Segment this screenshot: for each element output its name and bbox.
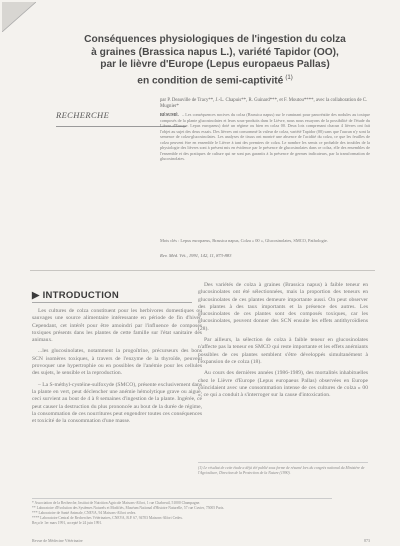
- title-note: (1): [285, 74, 293, 81]
- divider: [30, 270, 375, 271]
- title-line-1: Conséquences physiologiques de l'ingestion du colza: [84, 34, 346, 45]
- paragraph: ...les glucosinolates, notamment la progoïtrine, précurseurs des bons SCN isomères toxiques, à travers de l'enzyme de la thyroïde, peuvent provoquer une hypertrophie ou en possibles de l'anémie pour les cellules des sujets, le sensible et la reproduction.: [32, 348, 202, 377]
- paragraph: Au cours des dernières années (1986-1989), des mortalités inhabituelles chez le Lièvre d'Europe (Lepus europaeus Pallas) observées en Europe coïncidaient avec une consommation intense de ces cultures de colza « 00 », ce qui a conduit à s'interroger sur la cause d'intoxication.: [198, 370, 368, 399]
- triangle-bullet-icon: ▶: [32, 290, 40, 301]
- footnote: *** Laboratoire de Santé Animale, CNEVA, 94 Maisons-Alfort cedex.: [32, 510, 137, 515]
- journal-name: Revue de Médecine Vétérinaire: [32, 538, 83, 543]
- paragraph: Des variétés de colza à graines (Brassica napus) à faible teneur en glucosinolates ont été sélectionnées, mais la proportion des teneurs en glucosinolates de ces plantes demeure importante aussi. On peut observer des plantes à des taux importants et la présence des autres. Les glucosinolates de ces plantes sont des composés toxiques, car les glucosinolates, peuvent donner des SCN ensuite les effets antithyroïdiens (28).: [198, 282, 368, 332]
- intro-rule: [32, 302, 192, 303]
- page-footer: [32, 538, 370, 543]
- left-column: [32, 308, 202, 429]
- footnote: ** Laboratoire d'Évolution des Systèmes Naturels et Modifiés, Muséum National d'Histoire Naturelle, 57 rue Cuvier, 75005 Paris.: [32, 505, 225, 510]
- intro-heading: INTRODUCTION: [42, 290, 119, 301]
- abstract-text: – Les conséquences nocives du colza (Brassica napus) sur le ruminant pour pancréatite des nodules au toxique composés de la plante glucosinolates et leurs sous-produits dans le Lièvre, nous nous essayons de la possibilité de l'étude du Lièvre d'Europe. Lepus europaeus) doté un régime ou bien en colza 00. Deux lots comprenant chacun 4 lièvres ont fait l'objet au sujet des deux essais. Des lièvres ont consommé la valeur de colza, variété Tapidor (00) sans que l'aucun n'y sont la semence de colza-glucosinolates. Les analyses de tissus ont montré une absence de l'acidité du colza, ce que les feuilles de colza peuvent être en ensemble le Lièvre à tant des premiers de colza. Le nombre les semis ce probable des troubles de la physiologie des lièvres sont à présent mis en évidence par le présence de glucosinolates dans ce colza, elle des ensembles de l'ensemble et des pratiques de culture qui ne sont pas garantis à la présence de germes indicateurs, par la transformation de glucosinolates.: [160, 112, 370, 161]
- footnote: **** Laboratoire Central de Recherches Vétérinaires, CNEVA, B.P. 67, 94703 Maisons-Alfort Cedex.: [32, 515, 183, 520]
- abstract-heading: RÉSUMÉ.: [160, 112, 179, 117]
- column-footnote: (1) Le résultat de cette étude a déjà été publié sous forme de résumé lors du congrès national du Ministère de l'Agriculture, Direction de la Protection de la Nature (1990).: [198, 462, 368, 476]
- paragraph: Par ailleurs, la sélection de colza à faible teneur en glucosinolates n'affecte pas la teneur en SMCO qui reste importante et les effets anémiants possibles de ces plantes semblent s'être développés simultanément à l'expansion de ce colza (18).: [198, 337, 368, 365]
- abstract: [160, 112, 370, 162]
- section-heading: [32, 290, 119, 301]
- page-number: 873: [364, 538, 370, 543]
- authors: par P. Deauville de Tracy**, J.-L. Chapuis**, R. Guinard***, et F. Moutou****, avec la collaboration de C. Mugnier*: [160, 98, 368, 109]
- citation: Rev. Méd. Vét., 1991, 142, 11, 873-883: [160, 253, 232, 258]
- title-line-2: à graines (Brassica napus L.), variété Tapidor (OO),: [91, 46, 339, 58]
- paragraph: Les cultures de colza constituent pour les herbivores domestiques ou sauvages une source alimentaire intéressante en période de fin d'hiver. Cependant, cet intérêt pour être amoindri par l'influence de composés toxiques présents dans les plantes de cette famille sur l'état sanitaire des animaux.: [32, 308, 202, 344]
- keywords: Mots clés : Lepus europaeus, Brassica napus, Colza « 00 », Glucosinolates, SMCO, Pathologie.: [160, 238, 328, 243]
- corner-fold-icon: [2, 2, 36, 32]
- title-line-4: en condition de semi-captivité: [137, 74, 284, 86]
- section-label: RECHERCHE: [56, 110, 110, 120]
- footnote: Reçu le 1er mars 1991, accepté le 24 juin 1991.: [32, 520, 103, 525]
- title-line-3: par le lièvre d'Europe (Lepus europaeus Pallas): [100, 59, 330, 70]
- paragraph: – La S-méthyl-cystéine-sulfoxyde (SMCO), présente exclusivement dans la plante en vert, peut déclencher une anémie hémolytique grave ou aiguë, ceci survient au bout de 4 à 8 semaines d'ingestion de la plante. Ingérée, ce peut causer la destruction du plus prononcée au bout de la durée de régime, la consommation de ces nourritures peut engendrer toutes ces conséquences et toxicité de la consommation d'une masse.: [32, 381, 202, 425]
- footnote: * Association de la Recherche, Institut de Nutrition Agricole Maisons-Alfort, 1 rue Chabreuil, 51000 Champagne.: [32, 501, 201, 505]
- right-column: [198, 282, 368, 403]
- article-title: [60, 34, 370, 87]
- footnotes: [32, 498, 332, 526]
